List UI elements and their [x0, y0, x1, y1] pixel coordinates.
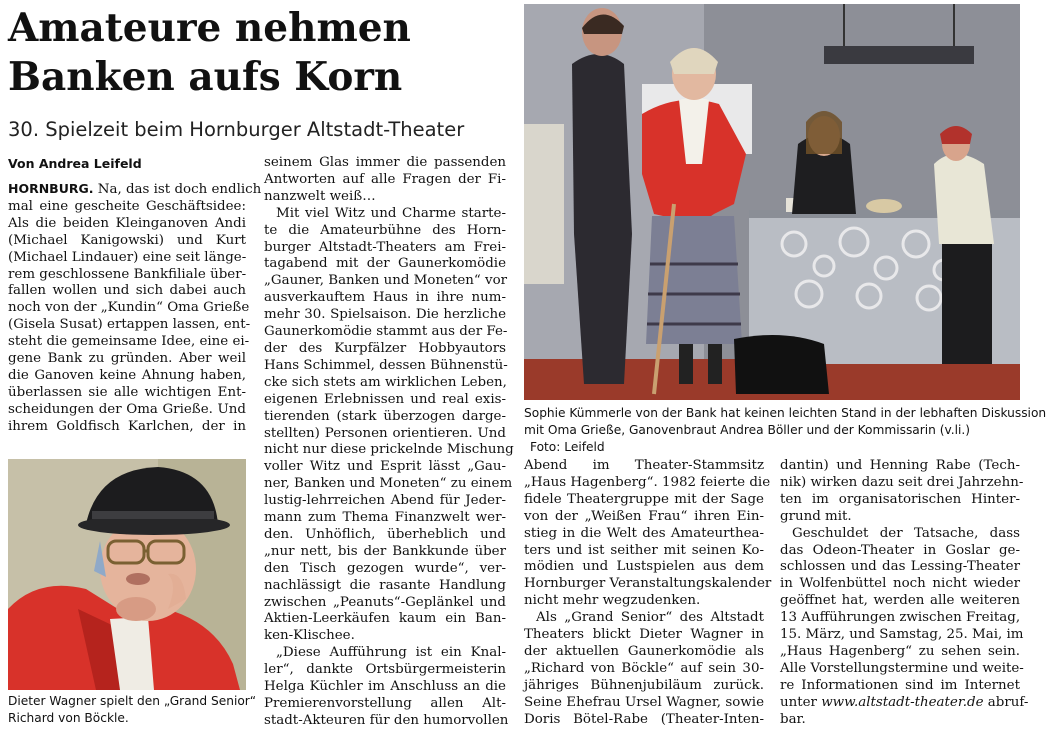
text-line: te die Amateurbühne des Horn-: [264, 222, 506, 238]
text-line: nik) wirken dazu seit drei Jahrzehn-: [780, 474, 1024, 490]
text-line: Hans Schimmel, dessen Bühnenstü-: [264, 357, 508, 373]
article-column-3: [524, 458, 772, 731]
headline-line-1: Amateure nehmen: [8, 5, 411, 51]
photo-stage-scene: [524, 4, 1020, 400]
text-line: nicht nur diese prickelnde Mischung: [264, 442, 514, 458]
text-line: ner, Banken und Moneten“ zu einem: [264, 476, 513, 492]
text-line: unter www.altstadt-theater.de abruf-: [780, 694, 1029, 710]
photo-dieter-wagner-image: [8, 459, 246, 690]
text-line: den Tisch gezogen wurde“, ver-: [264, 560, 506, 576]
text-line: lustig-lehrreichen Abend für Jeder-: [264, 493, 506, 509]
text-line: HORNBURG. Na, das ist doch endlich: [8, 181, 262, 197]
headline-line-2: Banken aufs Korn: [8, 54, 403, 100]
text-line: Mit viel Witz und Charme starte-: [276, 205, 506, 221]
text-line: bar.: [780, 711, 806, 727]
text-line: der des Kurpfälzer Hobbyautors: [264, 340, 506, 356]
text-line: Alle Vorstellungstermine und weite-: [780, 660, 1024, 676]
text-line: ihrem Goldfisch Karlchen, der in: [8, 418, 246, 434]
text-line: re Informationen sind im Internet: [780, 677, 1020, 693]
text-line: ken-Klischee.: [264, 628, 355, 644]
text-line: stellten) Personen orientieren. Und: [264, 425, 506, 441]
photo-stage-scene-image: [524, 4, 1020, 400]
text-line: nicht mehr wegzudenken.: [524, 593, 701, 609]
text-line: (Michael Lindauer) eine seit länge-: [8, 249, 247, 265]
subheadline: 30. Spielzeit beim Hornburger Altstadt-Theater: [8, 118, 465, 141]
text-line: gene Bank zu gründen. Aber weil: [8, 351, 246, 367]
text-line: mal eine gescheite Geschäftsidee:: [8, 198, 246, 214]
text-line: in Wolfenbüttel noch nicht wieder: [780, 576, 1020, 592]
photo-credit: Foto: Leifeld: [530, 440, 605, 454]
text-line: Helga Küchler im Anschluss an die: [264, 679, 506, 695]
text-line: geöffnet hat, werden alle weiteren: [780, 593, 1020, 609]
text-line: zwischen „Peanuts“-Geplänkel und: [264, 594, 506, 610]
text-line: dantin) und Henning Rabe (Tech-: [780, 458, 1020, 473]
text-line: „Diese Aufführung ist ein Knal-: [276, 645, 506, 661]
headline: [8, 4, 518, 102]
text-line: mann zum Thema Finanzwelt wer-: [264, 510, 506, 526]
text-line: „Haus Hagenberg“ zu sehen sein.: [780, 643, 1020, 659]
text-line: ausverkauftem Haus in ihre num-: [264, 290, 506, 306]
text-line: Premierenvorstellung allen Alt-: [264, 696, 506, 711]
text-line: Aktien-Leerkäufen kaum ein Ban-: [264, 611, 506, 627]
text-line: „Gauner, Banken und Moneten“ vor: [264, 273, 508, 289]
text-line: noch von der „Kundin“ Oma Grieße: [8, 300, 250, 316]
text-line: tagabend mit der Gaunerkomödie: [264, 256, 506, 272]
text-line: „Richard von Böckle“ auf sein 30-: [524, 660, 764, 676]
text-line: überlassen sie alle wichtigen Ent-: [8, 384, 246, 400]
text-line: (Michael Kanigowski) und Kurt: [8, 232, 246, 248]
text-line: stadt-Akteuren für den humorvollen: [264, 712, 509, 728]
caption-line: Sophie Kümmerle von der Bank hat keinen leichten Stand in der lebhaften Diskussion: [524, 406, 1046, 420]
text-line: jähriges Bühnenjubiläum zurück.: [524, 677, 764, 693]
text-line: steht die gemeinsame Idee, eine ei-: [8, 334, 250, 350]
text-line: eigenen Erlebnissen und real exis-: [264, 391, 506, 407]
caption-main-photo: [524, 405, 1046, 456]
text-line: ten im organisatorischen Hinter-: [780, 491, 1020, 507]
text-line: nachlässigt die rasante Handlung: [264, 577, 506, 593]
dateline: HORNBURG.: [8, 181, 94, 196]
text-line: seinem Glas immer die passenden: [264, 155, 506, 170]
caption-line: Dieter Wagner spielt den „Grand Senior“: [8, 694, 257, 708]
text-line: (Gisela Susat) ertappen lassen, ent-: [8, 317, 251, 333]
text-line: Geschuldet der Tatsache, dass: [792, 525, 1020, 541]
text-line: Als „Grand Senior“ des Altstadt: [536, 610, 764, 626]
text-line: schlossen und das Lessing-Theater: [780, 559, 1020, 575]
text-line: Hornburger Veranstaltungskalender: [524, 576, 772, 592]
text-line: den. Unhöflich, überheblich und: [264, 526, 506, 542]
text-line: Theaters blickt Dieter Wagner in: [524, 627, 764, 643]
caption-line: Richard von Böckle.: [8, 711, 129, 725]
text-line: das Odeon-Theater in Goslar ge-: [780, 542, 1020, 558]
website-link[interactable]: www.altstadt-theater.de: [821, 694, 984, 710]
text-line: 13 Aufführungen zwischen Freitag,: [780, 610, 1021, 626]
text-line: ters und ist seither mit seinen Ko-: [524, 542, 764, 558]
text-line: nanzwelt weiß…: [264, 188, 376, 204]
text-line: „nur nett, bis der Bankkunde über: [264, 543, 506, 559]
text-line: Abend im Theater-Stammsitz: [524, 458, 764, 473]
text-line: grund mit.: [780, 508, 852, 524]
text-line: tierenden (stark überzogen darge-: [264, 408, 506, 424]
text-line: burger Altstadt-Theaters am Frei-: [264, 239, 506, 255]
article-column-4: [780, 458, 1029, 731]
text-line: Antworten auf alle Fragen der Fi-: [264, 171, 506, 187]
caption-line: mit Oma Grieße, Ganovenbraut Andrea Böller und der Kommissarin (v.li.) Foto: Leifeld: [524, 422, 1022, 456]
text-line: der aktuellen Gaunerkomödie als: [524, 643, 764, 659]
text-line: mehr 30. Spielsaison. Die herzliche: [264, 307, 506, 323]
text-line: scheidungen der Oma Grieße. Und: [8, 401, 246, 417]
photo-dieter-wagner: [8, 459, 246, 690]
text-line: 15. März, und Samstag, 25. Mai, im: [780, 627, 1024, 643]
text-line: ler“, dankte Ortsbürgermeisterin: [264, 662, 506, 678]
text-line: cke sich stets am wirklichen Leben,: [264, 374, 507, 390]
text-line: „Haus Hagenberg“. 1982 feierte die: [524, 474, 771, 490]
text-line: stieg in die Welt des Amateurthea-: [524, 525, 764, 541]
article-column-2: [264, 155, 514, 731]
text-line: fallen wollen und sich dabei auch: [8, 283, 246, 299]
text-line: Gaunerkomödie stammt aus der Fe-: [264, 324, 508, 340]
text-line: mödien und Lustspielen aus dem: [524, 559, 764, 575]
text-line: Als die beiden Kleinganoven Andi: [8, 215, 246, 231]
text-line: Doris Bötel-Rabe (Theater-Inten-: [524, 711, 764, 727]
text-line: Seine Ehefrau Ursel Wagner, sowie: [524, 694, 764, 710]
text-line: voller Witz und Esprit lässt „Gau-: [264, 459, 506, 475]
text-line: fidele Theatergruppe mit der Sage: [524, 491, 764, 507]
article-column-1: [8, 181, 262, 446]
text-line: die Ganoven keine Ahnung haben,: [8, 367, 246, 383]
text-line: rem geschlossene Bankfiliale über-: [8, 266, 247, 282]
text-line: von der „Weißen Frau“ ihren Ein-: [524, 508, 764, 524]
byline: Von Andrea Leifeld: [8, 156, 142, 171]
caption-small-photo: [8, 693, 257, 727]
